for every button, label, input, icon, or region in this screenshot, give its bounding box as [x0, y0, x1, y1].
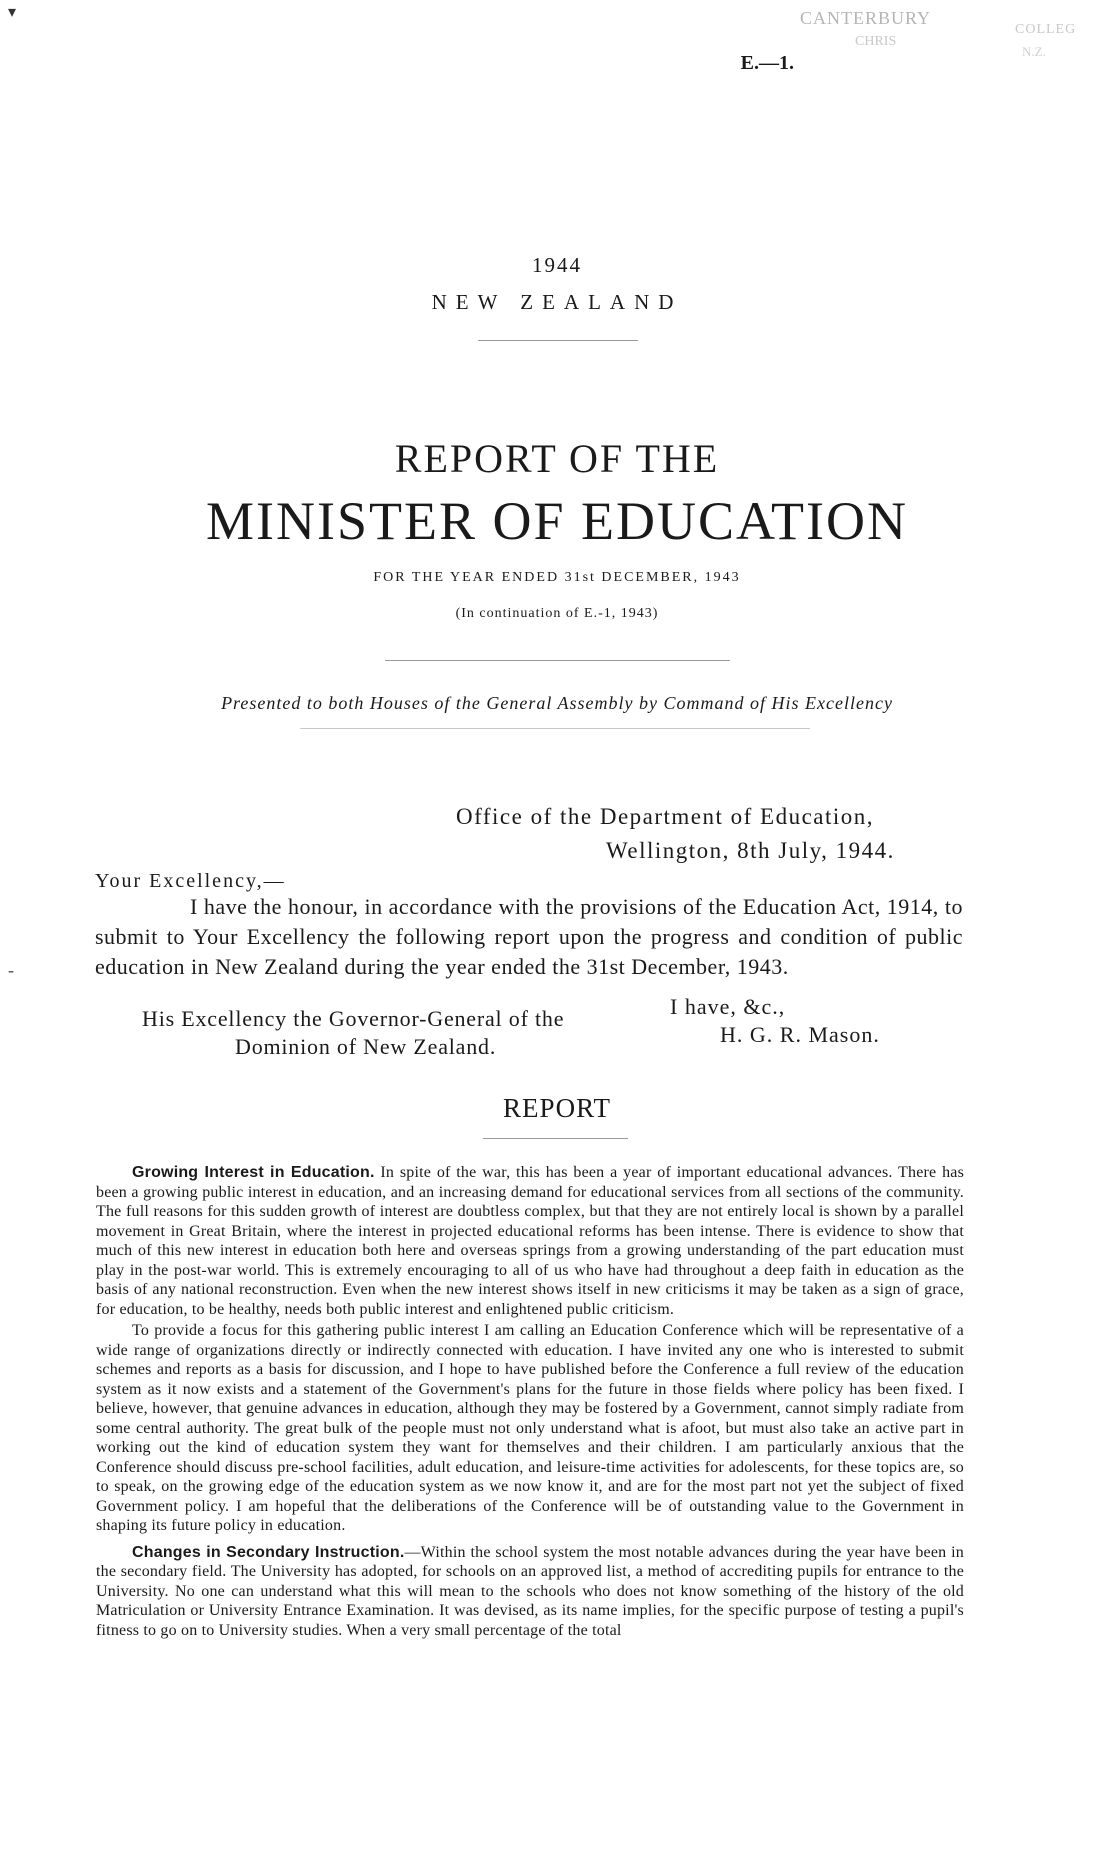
paragraph-text: —Within the school system the most notable advances during the year have been in the secondary field. The University has adopted, for schools on an approved list, a method of accrediting pupils for entrance to the University. No one can understand what this will mean to the schools who does not know something of the history of the old Matriculation or University Entrance Examination. It was devised, as its name implies, for the specific purpose of testing a pupil's fitness to go on to University studies. When a very small percentage of the total	[96, 1543, 964, 1639]
office-line: Office of the Department of Education,	[456, 804, 875, 829]
closing-line: I have, &c.,	[670, 994, 786, 1019]
report-paragraph	[96, 1543, 964, 1641]
title-divider	[478, 340, 638, 341]
section-heading: Changes in Secondary Instruction.	[132, 1543, 405, 1561]
report-heading: REPORT	[503, 1093, 611, 1123]
presented-divider	[300, 728, 810, 729]
library-stamp-right-2: N.Z.	[1022, 44, 1046, 59]
addressee-line: His Excellency the Governor-General of the	[142, 1006, 565, 1031]
letter-paragraph: I have the honour, in accordance with the provisions of the Education Act, 1914, to submit to Your Excellency the following report upon the progress and condition of public education in New Zealand during the year ended the 31st December, 1943.	[95, 894, 963, 979]
letter-closing	[670, 993, 880, 1049]
addressee-line-2: Dominion of New Zealand.	[235, 1034, 497, 1059]
report-heading-divider	[483, 1138, 628, 1139]
section-heading: Growing Interest in Education.	[132, 1164, 375, 1181]
report-title-line2: MINISTER OF EDUCATION	[206, 491, 908, 551]
margin-mark: -	[8, 960, 14, 980]
office-date-line: Wellington, 8th July, 1944.	[606, 838, 895, 863]
corner-mark: ▾	[8, 4, 17, 21]
report-paragraph	[96, 1163, 964, 1319]
library-stamp-text: CANTERBURY	[800, 8, 932, 28]
continuation-note: (In continuation of E.-1, 1943)	[455, 606, 659, 621]
paragraph-text: In spite of the war, this has been a year of important educational advances. There has been a growing public interest in education, and an increasing demand for educational services from all sections of the community. The full reasons for this sudden growth of interest are doubtless complex, but that they are not entirely local is shown by a parallel movement in Great Britain, where the interest in projected educational reforms has been intense. There is evidence to show that much of this new interest in education both here and overseas springs from a growing understanding of the part education must play in the post-war world. This is extremely encouraging to all of us who have had throughout a deep faith in education as the basis of any national reconstruction. Even when the new interest shows itself in new criticisms it may be taken as a sign of grace, for education, to be healthy, needs both public interest and enlightened public criticism.	[96, 1164, 964, 1318]
report-subtitle: FOR THE YEAR ENDED 31st DECEMBER, 1943	[373, 570, 741, 585]
report-paragraph	[96, 1321, 964, 1536]
letter-body	[95, 892, 963, 982]
salutation: Your Excellency,—	[95, 870, 286, 892]
subtitle-divider	[385, 660, 730, 661]
library-stamp-right: COLLEG	[1015, 22, 1077, 37]
country-name: NEW ZEALAND	[431, 290, 683, 314]
page-code: E.—1.	[740, 52, 794, 74]
report-title-line1: REPORT OF THE	[394, 436, 720, 481]
signature: H. G. R. Mason.	[720, 1022, 880, 1047]
presented-statement: Presented to both Houses of the General Assembly by Command of His Excellency	[221, 693, 893, 713]
library-stamp-text-2: CHRIS	[855, 34, 897, 49]
paragraph-text: To provide a focus for this gathering public interest I am calling an Education Conference which will be representative of a wide range of organizations directly or indirectly connected with education. I have invited any one who is interested to submit schemes and reports as a basis for discussion, and I hope to have published before the Conference a full review of the education system as it now exists and a statement of the Government's plans for the future in those fields where policy has been fixed. I believe, however, that genuine advances in education, although they may be fostered by a Government, cannot simply radiate from some central authority. The great bulk of the people must not only understand what is afoot, but must also take an active part in working out the kind of education system they want for themselves and their children. I am particularly anxious that the Conference should discuss pre-school facilities, adult education, and leisure-time activities for adolescents, for these topics are, so to speak, on the growing edge of the education system as we now know it, and are for the most part not yet the subject of fixed Government policy. I am hopeful that the deliberations of the Conference will be of outstanding value to the Government in shaping its future policy in education.	[96, 1322, 964, 1534]
report-body	[96, 1163, 964, 1642]
office-address	[456, 800, 895, 868]
report-year: 1944	[532, 253, 582, 277]
addressee	[142, 1005, 564, 1061]
